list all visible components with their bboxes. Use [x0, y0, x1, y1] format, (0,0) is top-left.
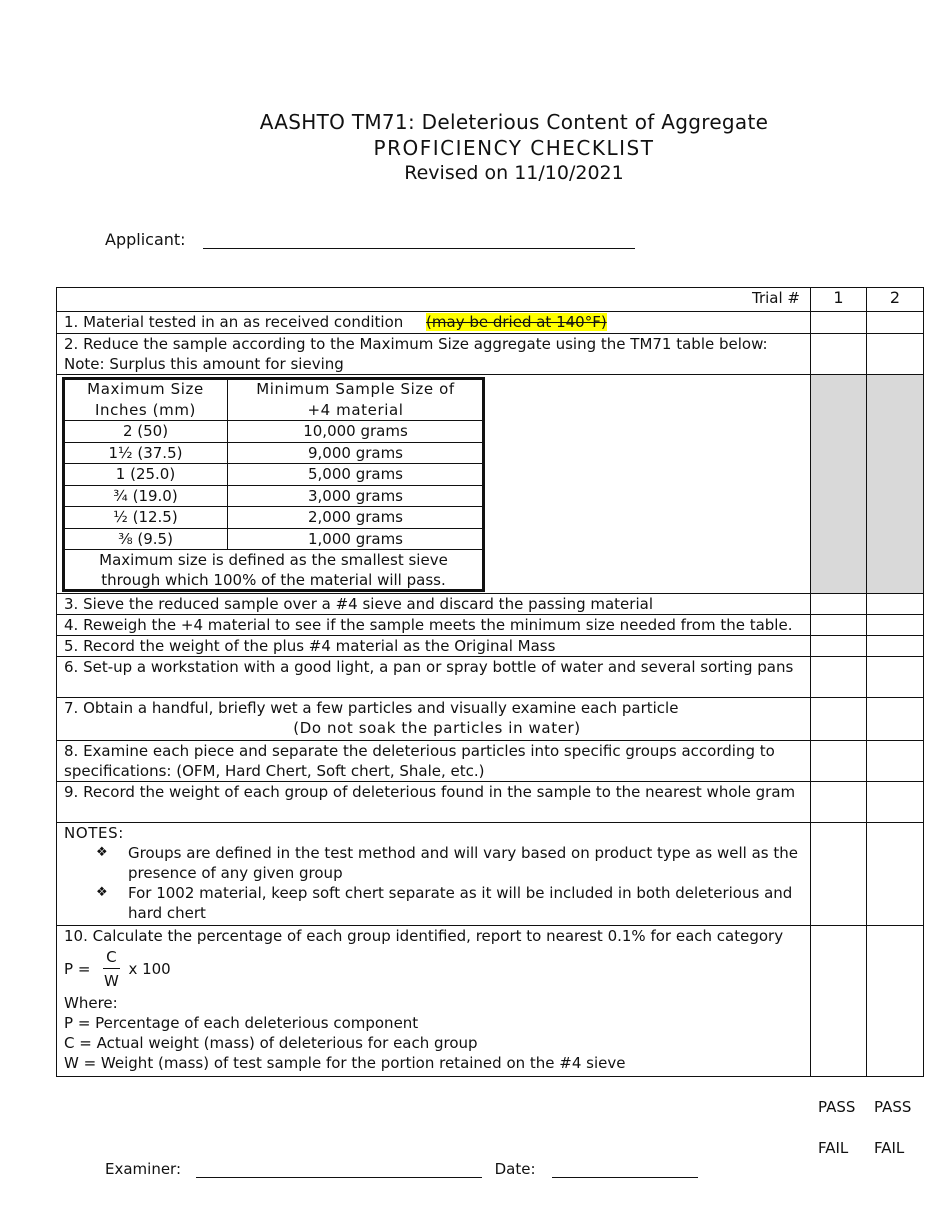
step-5-text: 5. Record the weight of the plus #4 material as the Original Mass [57, 636, 811, 657]
step-9-text: 9. Record the weight of each group of deleterious found in the sample to the nearest whole gram [57, 782, 811, 823]
notes-row [57, 823, 924, 926]
size-value: 1 (25.0) [64, 464, 228, 486]
trial-2-fail-option[interactable]: FAIL [874, 1139, 905, 1157]
step-1-trial-2-cell[interactable] [867, 312, 924, 334]
size-table-row-4 [64, 485, 484, 507]
step-6-trial-1-cell[interactable] [811, 657, 867, 698]
step-7-row [57, 698, 924, 741]
step-1-row [57, 312, 924, 334]
size-value: ½ (12.5) [64, 507, 228, 529]
step-4-trial-2-cell[interactable] [867, 615, 924, 636]
step-10-text: 10. Calculate the percentage of each group identified, report to nearest 0.1% for each category [64, 927, 784, 945]
size-table-footnote-row [64, 550, 484, 591]
size-value: ⅜ (9.5) [64, 528, 228, 550]
checklist-table [56, 287, 924, 1077]
step-6-text: 6. Set-up a workstation with a good light, a pan or spray bottle of water and several sorting pans [57, 657, 811, 698]
document-title: AASHTO TM71: Deleterious Content of Aggregate [259, 110, 769, 134]
diamond-bullet-icon: ❖ [96, 885, 108, 900]
size-table-footnote: Maximum size is defined as the smallest sieve through which 100% of the material will pass. [64, 550, 484, 591]
formula-c-definition: C = Actual weight (mass) of deleterious for each group [64, 1034, 478, 1052]
step-8-text: 8. Examine each piece and separate the deleterious particles into specific groups according to specifications: (OFM, Hard Chert, Soft chert, Shale, etc.) [57, 741, 811, 782]
notes-trial-2-cell [867, 823, 924, 926]
step-5-trial-1-cell[interactable] [811, 636, 867, 657]
min-sample-value: 10,000 grams [228, 421, 484, 443]
step-7-trial-1-cell[interactable] [811, 698, 867, 741]
step-7-text: 7. Obtain a handful, briefly wet a few particles and visually examine each particle [64, 699, 679, 717]
step-8-trial-2-cell[interactable] [867, 741, 924, 782]
step-3-trial-2-cell[interactable] [867, 594, 924, 615]
date-label: Date: [494, 1160, 536, 1178]
step-2-note: Note: Surplus this amount for sieving [64, 355, 344, 373]
formula-w-definition: W = Weight (mass) of test sample for the portion retained on the #4 sieve [64, 1054, 626, 1072]
max-size-table [63, 378, 484, 591]
formula-fraction [103, 946, 119, 993]
trial-label: Trial # [57, 288, 811, 312]
step-6-trial-2-cell[interactable] [867, 657, 924, 698]
step-10-trial-1-cell[interactable] [811, 926, 867, 1077]
size-table-trial-1-cell [811, 375, 867, 594]
size-col2-line1: Minimum Sample Size of [256, 380, 455, 398]
step-8-row [57, 741, 924, 782]
step-9-trial-2-cell[interactable] [867, 782, 924, 823]
size-col1-line1: Maximum Size [87, 380, 204, 398]
size-table-trial-2-cell [867, 375, 924, 594]
size-table-row-3 [64, 464, 484, 486]
step-8-trial-1-cell[interactable] [811, 741, 867, 782]
examiner-label: Examiner: [105, 1160, 182, 1178]
trial-1-header: 1 [811, 288, 867, 312]
examiner-row [105, 1160, 698, 1178]
formula-where: Where: [64, 994, 118, 1012]
formula-p-definition: P = Percentage of each deleterious component [64, 1014, 419, 1032]
size-table-row [57, 375, 924, 594]
min-sample-value: 1,000 grams [228, 528, 484, 550]
formula-p-label: P = [64, 960, 91, 978]
step-2-text: 2. Reduce the sample according to the Maximum Size aggregate using the TM71 table below: [64, 335, 768, 353]
step-1-struck-note: (may be dried at 140°F) [426, 313, 607, 331]
note-item: ❖ For 1002 material, keep soft chert separate as it will be included in both deleterious and hard chert [96, 884, 793, 922]
step-7-note: (Do not soak the particles in water) [293, 719, 581, 737]
formula-denominator: W [103, 972, 119, 990]
min-sample-value: 9,000 grams [228, 442, 484, 464]
step-10-row [57, 926, 924, 1077]
size-value: 1½ (37.5) [64, 442, 228, 464]
applicant-signature-line[interactable] [203, 234, 635, 249]
step-3-text: 3. Sieve the reduced sample over a #4 sieve and discard the passing material [57, 594, 811, 615]
applicant-row [105, 230, 635, 249]
size-col1-line2: Inches (mm) [94, 400, 197, 419]
examiner-signature-line[interactable] [196, 1163, 482, 1178]
size-table-row-5 [64, 507, 484, 529]
step-10-trial-2-cell[interactable] [867, 926, 924, 1077]
applicant-label: Applicant: [105, 230, 186, 249]
step-4-text: 4. Reweigh the +4 material to see if the sample meets the minimum size needed from the table. [57, 615, 811, 636]
document-subtitle: PROFICIENCY CHECKLIST [373, 136, 655, 160]
trial-2-pass-option[interactable]: PASS [874, 1098, 912, 1116]
date-line[interactable] [552, 1163, 698, 1178]
size-value: 2 (50) [64, 421, 228, 443]
step-5-trial-2-cell[interactable] [867, 636, 924, 657]
revision-date: Revised on 11/10/2021 [404, 162, 624, 184]
formula-multiplier: x 100 [128, 960, 171, 978]
size-table-row-6 [64, 528, 484, 550]
diamond-bullet-icon: ❖ [96, 845, 108, 860]
formula-numerator: C [103, 946, 119, 969]
size-table-header [64, 379, 484, 421]
step-5-row [57, 636, 924, 657]
trial-1-fail-option[interactable]: FAIL [818, 1139, 849, 1157]
trial-2-header: 2 [867, 288, 924, 312]
step-3-row [57, 594, 924, 615]
size-value: ¾ (19.0) [64, 485, 228, 507]
step-1-trial-1-cell[interactable] [811, 312, 867, 334]
step-3-trial-1-cell[interactable] [811, 594, 867, 615]
step-2-trial-1-cell[interactable] [811, 334, 867, 375]
step-4-trial-1-cell[interactable] [811, 615, 867, 636]
formula [64, 946, 810, 993]
trial-1-pass-option[interactable]: PASS [818, 1098, 856, 1116]
size-col2-line2: +4 material [307, 400, 404, 419]
notes-heading: NOTES: [64, 824, 124, 842]
notes-list [64, 843, 810, 923]
size-table-row-1 [64, 421, 484, 443]
size-table-row-2 [64, 442, 484, 464]
note-item: ❖ Groups are defined in the test method and will vary based on product type as well as the presence of any given group [96, 844, 799, 882]
step-2-row [57, 334, 924, 375]
step-7-trial-2-cell[interactable] [867, 698, 924, 741]
min-sample-value: 3,000 grams [228, 485, 484, 507]
trial-header-row [57, 288, 924, 312]
step-9-trial-1-cell[interactable] [811, 782, 867, 823]
notes-trial-1-cell [811, 823, 867, 926]
min-sample-value: 2,000 grams [228, 507, 484, 529]
step-2-trial-2-cell[interactable] [867, 334, 924, 375]
step-1-text: 1. Material tested in an as received condition [64, 313, 404, 331]
step-6-row [57, 657, 924, 698]
min-sample-value: 5,000 grams [228, 464, 484, 486]
step-4-row [57, 615, 924, 636]
step-9-row [57, 782, 924, 823]
